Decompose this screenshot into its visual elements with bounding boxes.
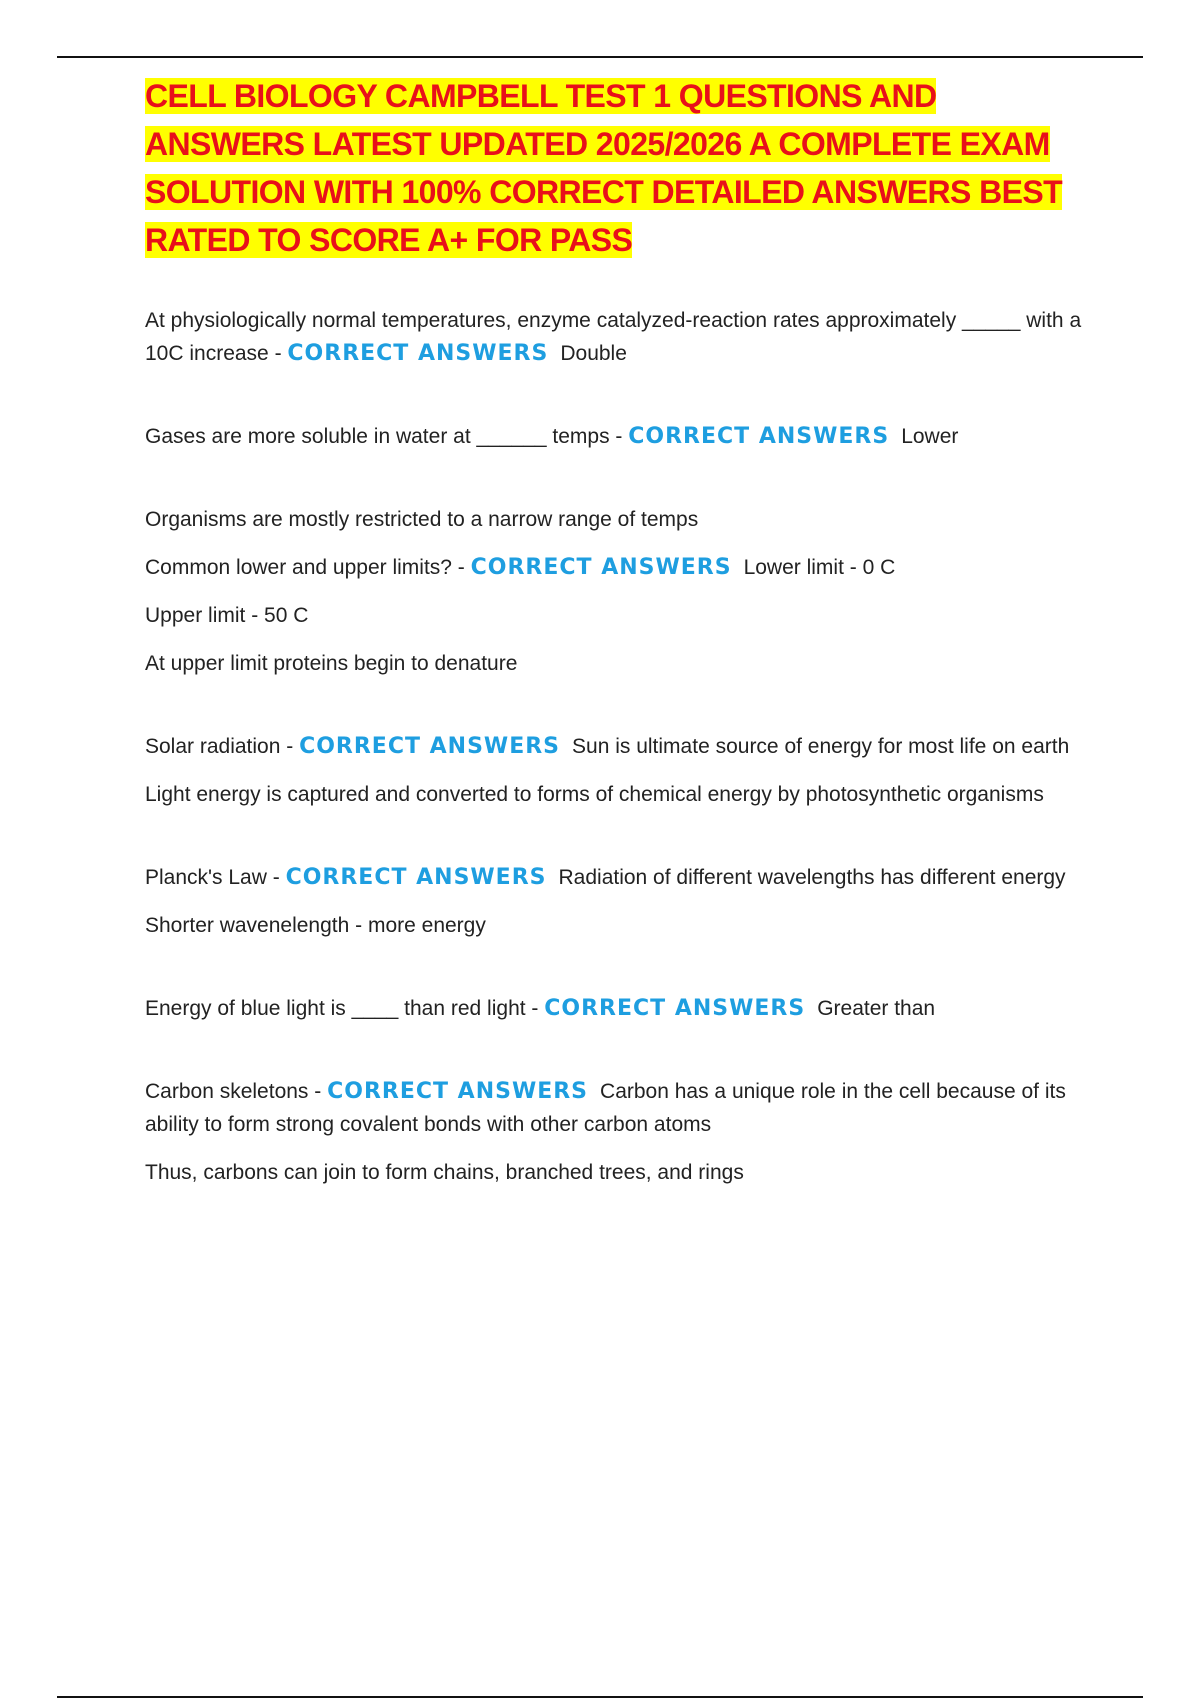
question-text: Solar radiation - — [145, 735, 300, 758]
question-line — [145, 304, 1085, 370]
qa-item — [145, 420, 1085, 453]
answer-text: Carbon has a unique role in the cell because of its ability to form strong covalent bonds with other carbon atoms — [145, 1080, 1066, 1136]
question-text: Carbon skeletons - — [145, 1080, 328, 1103]
qa-item — [145, 992, 1085, 1025]
question-line — [145, 992, 1085, 1025]
qa-item — [145, 1075, 1085, 1189]
qa-item — [145, 861, 1085, 942]
correct-answers-label: CORRECT ANSWERS — [327, 1079, 589, 1104]
answer-text: Lower limit - 0 C — [743, 556, 896, 579]
question-line — [145, 730, 1085, 763]
document-body — [145, 72, 1085, 1239]
answer-extra-line: Upper limit - 50 C — [145, 604, 309, 627]
top-rule — [57, 56, 1143, 58]
document-title-text: CELL BIOLOGY CAMPBELL TEST 1 QUESTIONS AND ANSWERS LATEST UPDATED 2025/2026 A COMPLETE EXAM SOLUTION WITH 100% CORRECT DETAILED ANSWERS BEST RATED TO SCORE A+ FOR PASS — [145, 78, 1063, 258]
qa-item — [145, 503, 1085, 680]
question-text: At physiologically normal temperatures, enzyme catalyzed-reaction rates approximately _____ with a 10C increase - — [145, 309, 1082, 365]
correct-answers-label: CORRECT ANSWERS — [299, 734, 561, 759]
qa-list — [145, 304, 1085, 1189]
question-text: Common lower and upper limits? - — [145, 556, 471, 579]
answer-text: Lower — [901, 425, 959, 448]
question-line — [145, 1075, 1085, 1141]
correct-answers-label: CORRECT ANSWERS — [287, 341, 549, 366]
question-pre-line: Organisms are mostly restricted to a narrow range of temps — [145, 508, 699, 531]
question-line — [145, 861, 1085, 894]
bottom-rule — [57, 1696, 1143, 1698]
document-title — [145, 72, 1085, 264]
question-text: Energy of blue light is ____ than red light - — [145, 997, 545, 1020]
qa-item — [145, 730, 1085, 811]
answer-extra-line: Thus, carbons can join to form chains, branched trees, and rings — [145, 1161, 744, 1184]
answer-extra-line: Light energy is captured and converted to forms of chemical energy by photosynthetic organisms — [145, 783, 1044, 806]
answer-extra-line: At upper limit proteins begin to denature — [145, 652, 518, 675]
question-line — [145, 420, 1085, 453]
correct-answers-label: CORRECT ANSWERS — [544, 996, 806, 1021]
answer-text: Greater than — [817, 997, 936, 1020]
question-text: Planck's Law - — [145, 866, 286, 889]
answer-text: Sun is ultimate source of energy for most life on earth — [572, 735, 1070, 758]
answer-text: Radiation of different wavelengths has different energy — [558, 866, 1066, 889]
qa-item — [145, 304, 1085, 370]
correct-answers-label: CORRECT ANSWERS — [285, 865, 547, 890]
question-line — [145, 551, 1085, 584]
answer-text: Double — [560, 342, 627, 365]
correct-answers-label: CORRECT ANSWERS — [470, 555, 732, 580]
question-text: Gases are more soluble in water at ______ temps - — [145, 425, 629, 448]
answer-extra-line: Shorter wavenelength - more energy — [145, 914, 486, 937]
correct-answers-label: CORRECT ANSWERS — [628, 424, 890, 449]
